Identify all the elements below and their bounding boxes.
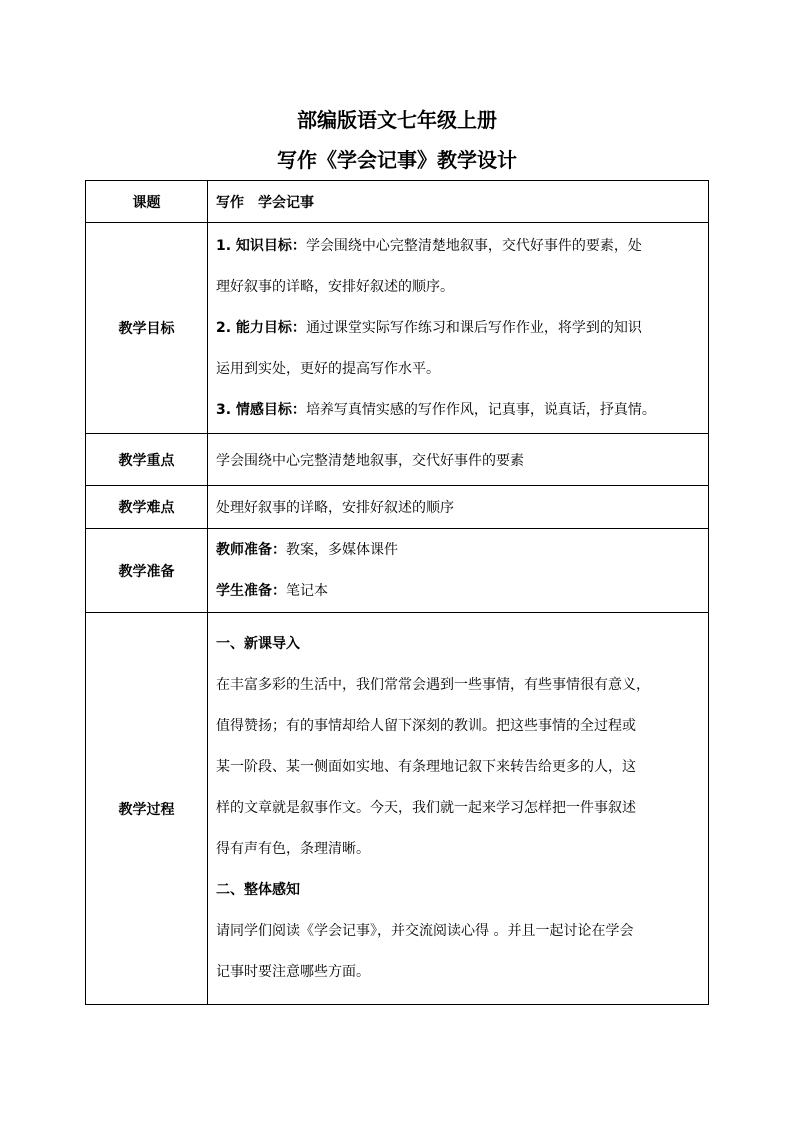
section1-line: 值得赞扬；有的事情却给人留下深刻的教训。把这些事情的全过程或 bbox=[216, 718, 636, 734]
document-subtitle: 写作《学会记事》教学设计 bbox=[277, 148, 517, 172]
goals-label: 教学目标 bbox=[86, 223, 208, 434]
goal-knowledge-line2: 理好叙事的详略，安排好叙述的顺序。 bbox=[216, 278, 454, 295]
goal-emotion-line bbox=[216, 390, 702, 431]
prep-teacher-value: 教案，多媒体课件 bbox=[286, 541, 398, 558]
difficulty-label: 教学难点 bbox=[86, 486, 208, 529]
key-point-label: 教学重点 bbox=[86, 434, 208, 486]
goals-content bbox=[208, 223, 709, 434]
row-prep bbox=[86, 529, 709, 613]
process-label: 教学过程 bbox=[86, 613, 208, 1005]
section1-line: 得有声有色，条理清晰。 bbox=[216, 841, 370, 857]
row-difficulty bbox=[86, 486, 709, 529]
prep-student-value: 笔记本 bbox=[286, 582, 328, 599]
section1-line: 某一阶段、某一侧面如实地、有条理地记叙下来转告给更多的人，这 bbox=[216, 759, 636, 775]
section2-heading: 二、整体感知 bbox=[216, 882, 300, 898]
goal-ability-text1: 通过课堂实际写作练习和课后写作作业，将学到的知识 bbox=[305, 319, 642, 336]
section2-line: 记事时要注意哪些方面。 bbox=[216, 964, 370, 980]
prep-teacher-label: 教师准备： bbox=[216, 541, 286, 558]
lesson-plan-table bbox=[85, 180, 709, 1005]
prep-student-label: 学生准备： bbox=[216, 582, 286, 599]
row-process bbox=[86, 613, 709, 1005]
difficulty-value: 处理好叙事的详略，安排好叙述的顺序 bbox=[208, 486, 709, 529]
key-point-value: 学会围绕中心完整清楚地叙事，交代好事件的要素 bbox=[208, 434, 709, 486]
section1-line: 样的文章就是叙事作文。今天，我们就一起来学习怎样把一件事叙述 bbox=[216, 800, 636, 816]
prep-student-line bbox=[216, 571, 702, 612]
prep-teacher-line bbox=[216, 530, 702, 571]
section2-line: 请同学们阅读《学会记事》，并交流阅读心得 。并且一起讨论在学会 bbox=[216, 923, 634, 939]
goal-ability-line1 bbox=[216, 308, 702, 349]
prep-content bbox=[208, 529, 709, 613]
section1-heading: 一、新课导入 bbox=[216, 636, 300, 652]
topic-value: 写作 学会记事 bbox=[208, 181, 709, 223]
topic-label: 课题 bbox=[86, 181, 208, 223]
goal-knowledge-line1 bbox=[216, 226, 702, 267]
process-content bbox=[208, 613, 709, 1005]
document-title: 部编版语文七年级上册 bbox=[297, 108, 497, 132]
row-key-point bbox=[86, 434, 709, 486]
goal-emotion-prefix: 3. 情感目标： bbox=[216, 401, 306, 418]
section1-line: 在丰富多彩的生活中，我们常常会遇到一些事情，有些事情很有意义， bbox=[216, 677, 650, 693]
prep-label: 教学准备 bbox=[86, 529, 208, 613]
goal-knowledge-text1: 学会围绕中心完整清楚地叙事，交代好事件的要素，处 bbox=[305, 237, 642, 254]
goal-knowledge-prefix: 1. 知识目标： bbox=[216, 237, 306, 254]
goal-emotion-text: 培养写真情实感的写作作风，记真事，说真话，抒真情。 bbox=[305, 401, 656, 418]
goal-ability-prefix: 2. 能力目标： bbox=[216, 319, 306, 336]
row-goals bbox=[86, 223, 709, 434]
goal-ability-line2: 运用到实处，更好的提高写作水平。 bbox=[216, 360, 440, 377]
row-topic bbox=[86, 181, 709, 223]
